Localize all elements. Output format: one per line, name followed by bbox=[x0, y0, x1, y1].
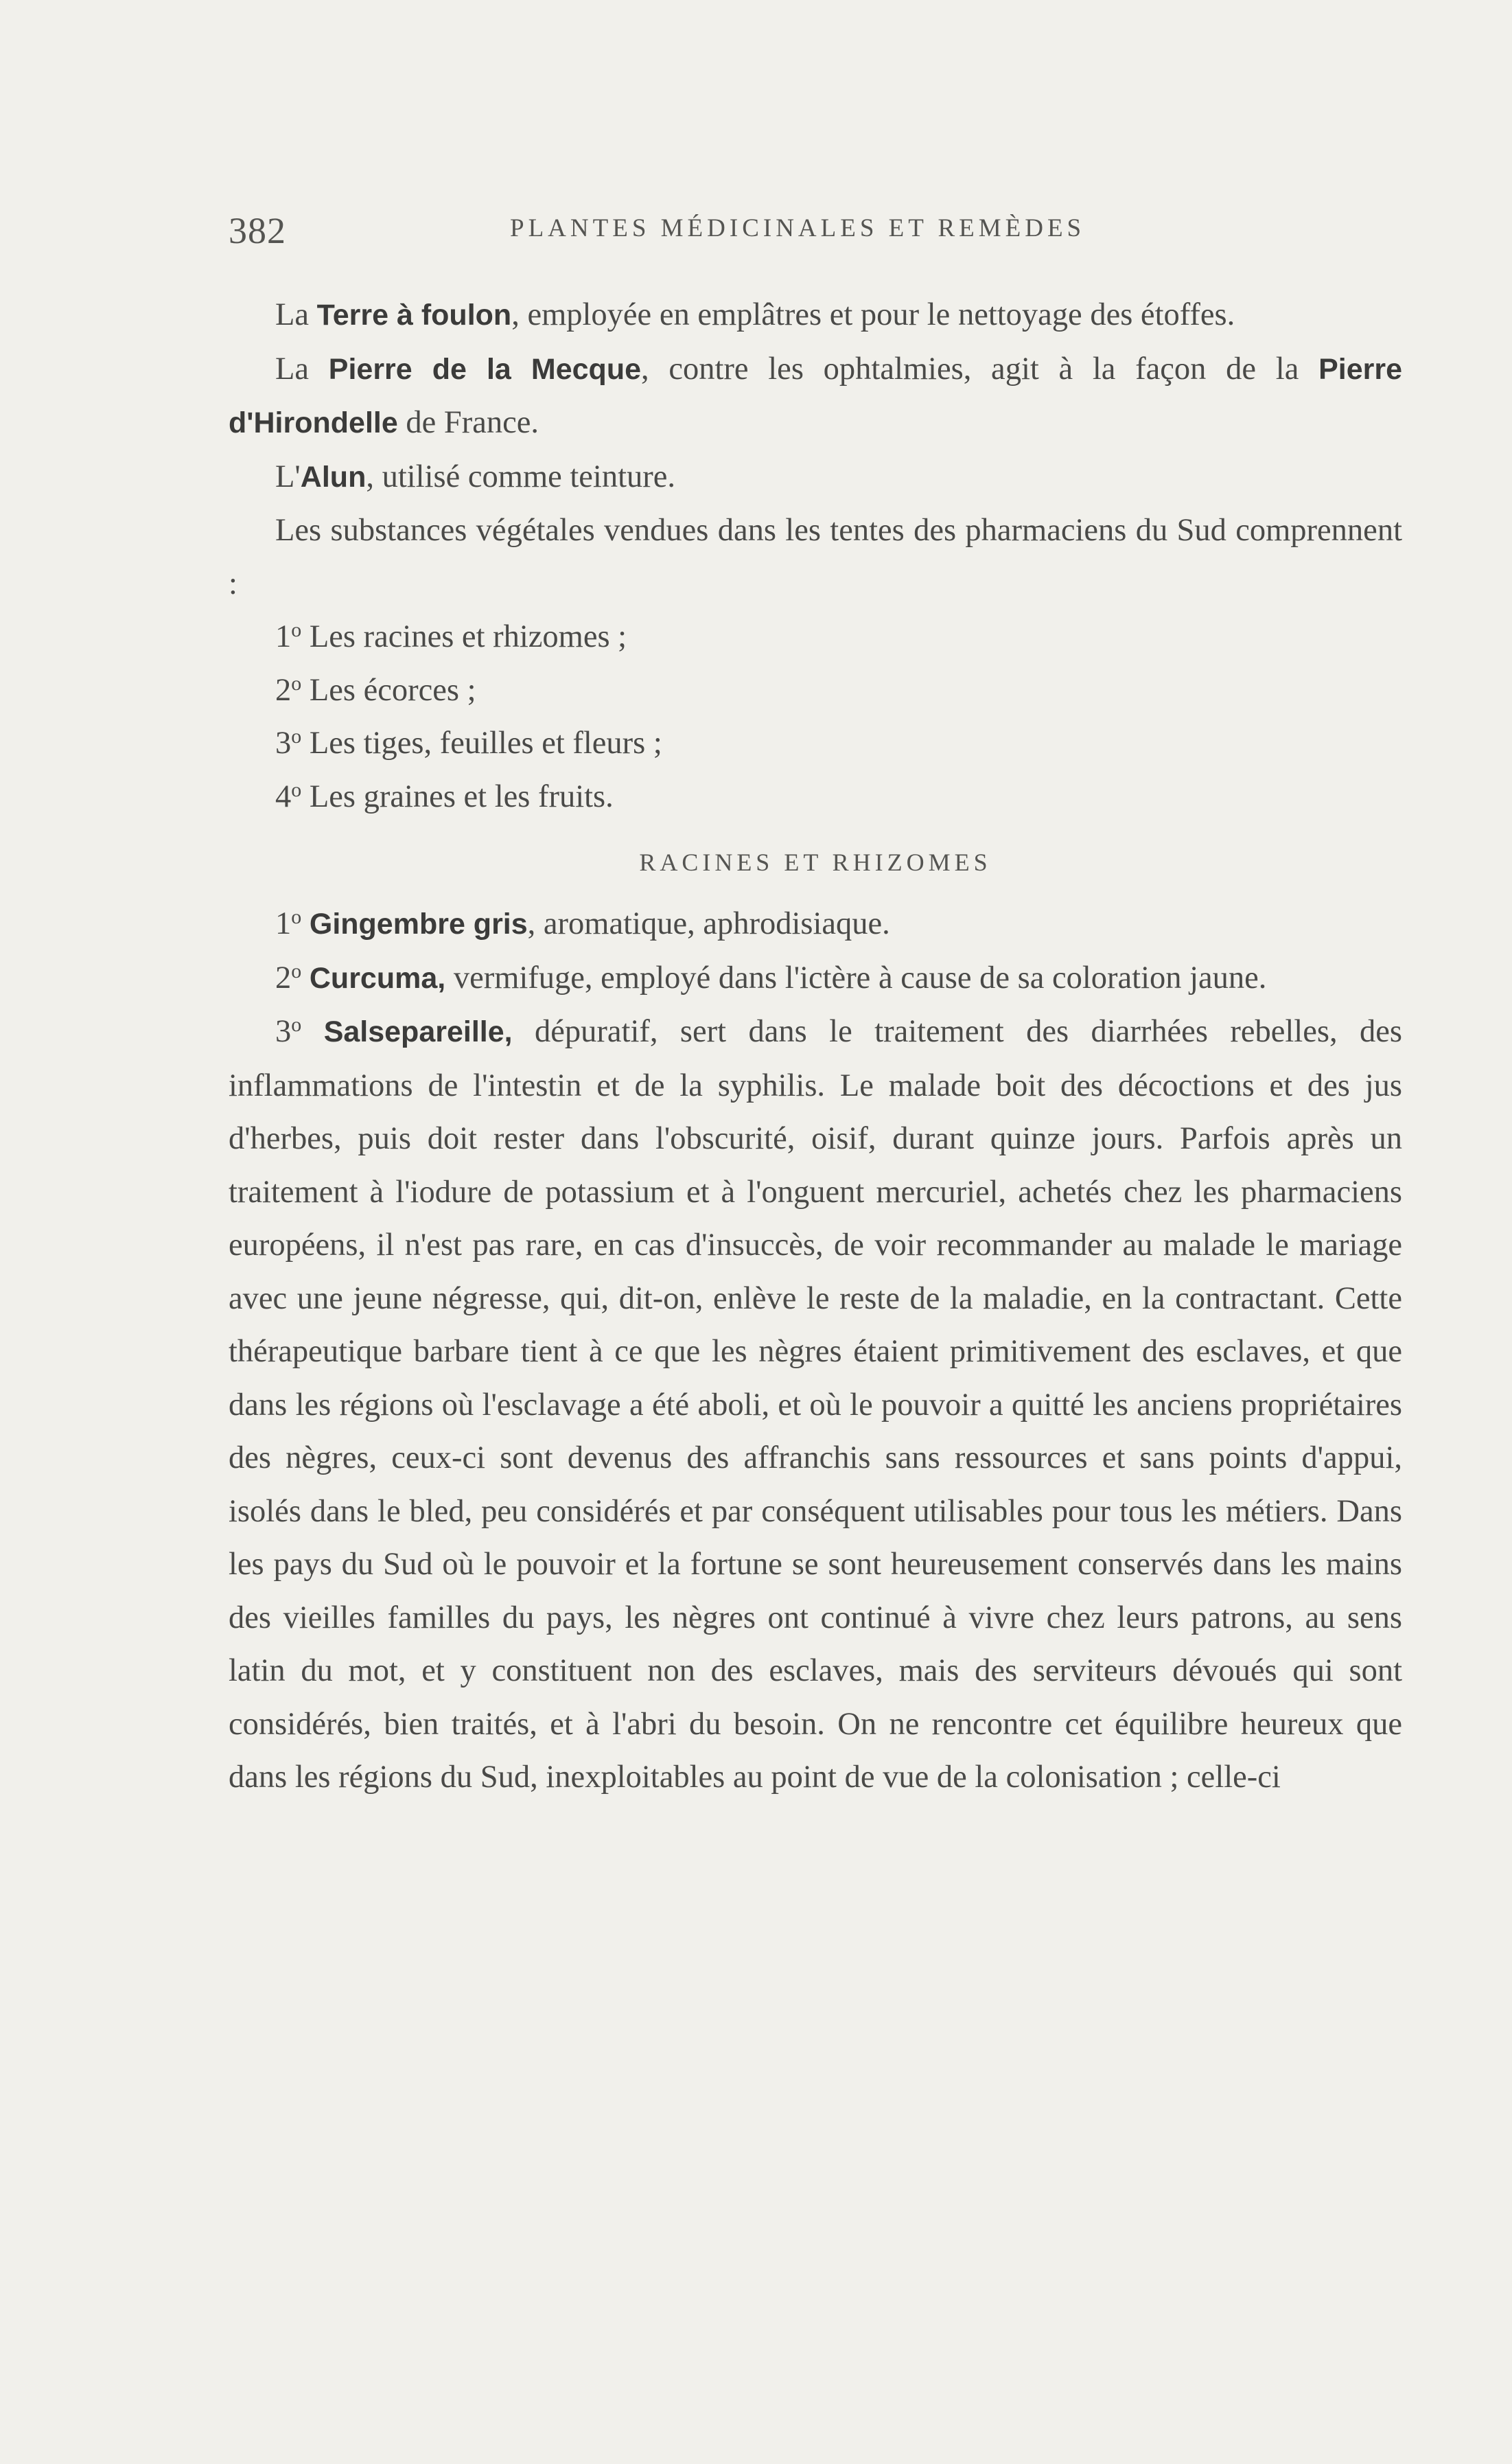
body-text bbox=[229, 288, 1402, 1804]
section-heading: RACINES ET RHIZOMES bbox=[639, 849, 992, 876]
page-number: 382 bbox=[229, 210, 286, 251]
entry-text: vermifuge, employé dans l'ictère à cause de sa coloration jaune. bbox=[445, 960, 1267, 995]
entry-gingembre bbox=[229, 897, 1402, 952]
paragraph-pierre-de-la-mecque bbox=[229, 343, 1402, 450]
list-item bbox=[229, 717, 1402, 770]
ordinal-mark: o bbox=[291, 619, 302, 641]
text-fragment: de France. bbox=[397, 405, 539, 440]
item-number: 4 bbox=[275, 779, 292, 814]
ordinal-mark: o bbox=[291, 671, 302, 695]
ordinal-mark: o bbox=[291, 906, 302, 928]
item-text: Les graines et les fruits. bbox=[301, 779, 614, 814]
list-item bbox=[229, 770, 1402, 824]
entry-salsepareille bbox=[229, 1005, 1402, 1804]
entry-number: 2 bbox=[275, 960, 292, 995]
paragraph-alun bbox=[229, 450, 1402, 505]
text-fragment: , contre les ophtalmies, agit à la façon de la bbox=[641, 351, 1319, 387]
entry-text: dépuratif, sert dans le traitement des diarrhées rebelles, des inflammations de l'intestin et de la syphilis. Le malade boit des décoctions et des jus d'herbes, puis doit rester dans l'obscurité, oisif, durant quinze jours. Parfois après un traitement à l'iodure de potassium et à l'onguent mercuriel, achetés chez les pharmaciens européens, il n'est pas rare, en cas d'insuccès, de voir recommander au malade le mariage avec une jeune négresse, qui, dit-on, enlève le reste de la maladie, en la contractant. Cette thérapeutique barbare tient à ce que les nègres étaient primitivement des esclaves, et que dans les régions où l'esclavage a été aboli, et où le pouvoir a quitté les anciens propriétaires des nègres, ceux-ci sont devenus des affranchis sans ressources et sans points d'appui, isolés dans le bled, peu considérés et par conséquent utilisables pour tous les métiers. Dans les pays du Sud où le pouvoir et la fortune se sont heureusement conservés dans les mains des vieilles familles du pays, les nègres ont continué à vivre chez leurs patrons, au sens latin du mot, et y constituent non des esclaves, mais des serviteurs dévoués qui sont considérés, bien traités, et à l'abri du besoin. On ne rencontre cet équilibre heureux que dans les régions du Sud, inexploitables au point de vue de la colonisation ; celle-ci bbox=[229, 1014, 1402, 1795]
term-pierre-d-hirondelle: Pierre d'Hirondelle bbox=[229, 352, 1402, 439]
entry-number: 3 bbox=[275, 1014, 292, 1049]
list-item bbox=[229, 664, 1402, 717]
text-fragment: , utilisé comme teinture. bbox=[366, 459, 676, 494]
term-terre-a-foulon: Terre à foulon bbox=[316, 299, 512, 332]
item-number: 3 bbox=[275, 726, 292, 761]
entry-curcuma bbox=[229, 952, 1402, 1006]
item-number: 1 bbox=[275, 619, 292, 654]
item-text: Les tiges, feuilles et fleurs ; bbox=[301, 726, 662, 761]
item-text: Les écorces ; bbox=[301, 672, 476, 708]
text-fragment: L' bbox=[275, 459, 301, 494]
entry-number: 1 bbox=[275, 906, 292, 941]
term-gingembre-gris: Gingembre gris bbox=[309, 908, 528, 941]
term-pierre-de-la-mecque: Pierre de la Mecque bbox=[328, 352, 641, 386]
text-fragment: La bbox=[275, 297, 317, 332]
running-title: PLANTES MÉDICINALES ET REMÈDES bbox=[510, 214, 1086, 242]
ordinal-mark: o bbox=[291, 778, 302, 801]
item-number: 2 bbox=[275, 672, 292, 708]
paragraph-terre-a-foulon bbox=[229, 288, 1402, 343]
text-fragment: , employée en emplâtres et pour le nettoyage des étoffes. bbox=[511, 297, 1235, 332]
term-alun: Alun bbox=[300, 460, 367, 494]
ordinal-mark: o bbox=[291, 959, 302, 982]
ordinal-mark: o bbox=[291, 1013, 302, 1036]
entry-text: , aromatique, aphrodisiaque. bbox=[527, 906, 890, 941]
term-curcuma: Curcuma, bbox=[309, 961, 446, 995]
term-salsepareille: Salsepareille, bbox=[323, 1015, 513, 1048]
paragraph-substances: Les substances végétales vendues dans les tentes des pharmaciens du Sud comprennent : bbox=[229, 513, 1402, 601]
item-text: Les racines et rhizomes ; bbox=[301, 619, 627, 654]
ordinal-mark: o bbox=[291, 725, 302, 748]
list-item bbox=[229, 610, 1402, 664]
page-header bbox=[229, 209, 1402, 264]
text-fragment: La bbox=[275, 351, 329, 387]
